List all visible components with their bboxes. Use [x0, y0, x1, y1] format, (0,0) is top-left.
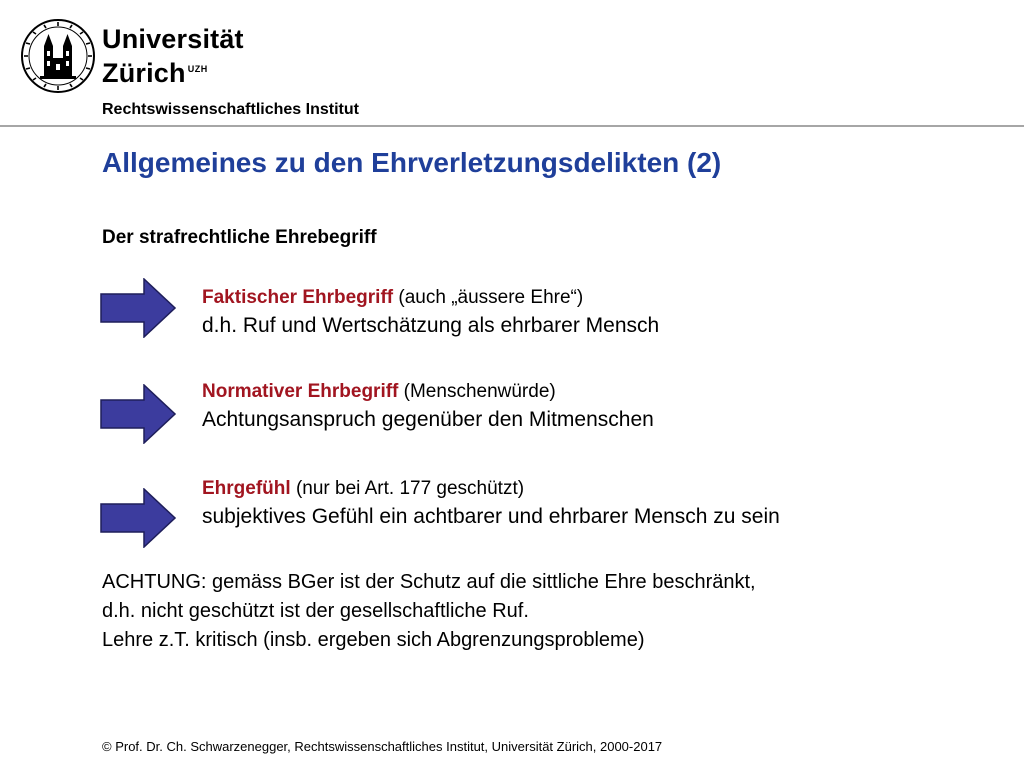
- concept-heading: [202, 379, 654, 405]
- concept-description: subjektives Gefühl ein achtbarer und ehrbarer Mensch zu sein: [202, 505, 780, 528]
- concept-qualifier: (nur bei Art. 177 geschützt): [290, 478, 525, 499]
- note-line: ACHTUNG: gemäss BGer ist der Schutz auf die sittliche Ehre beschränkt,: [102, 571, 756, 593]
- concept-term: Normativer Ehrbegriff: [202, 381, 399, 402]
- note-line: Lehre z.T. kritisch (insb. ergeben sich Abgrenzungsprobleme): [102, 629, 645, 651]
- concept-term: Ehrgefühl: [202, 478, 291, 499]
- concept-description: d.h. Ruf und Wertschätzung als ehrbarer Mensch: [202, 314, 660, 337]
- right-arrow-icon: [100, 488, 176, 548]
- concept-item-normativ: [202, 379, 654, 435]
- copyright-footer: © Prof. Dr. Ch. Schwarzenegger, Rechtswissenschaftliches Institut, Universität Zürich, 2000-2017: [102, 739, 663, 754]
- concept-qualifier: (auch „äussere Ehre“): [393, 287, 584, 308]
- concept-heading: [202, 285, 659, 311]
- concept-item-faktisch: [202, 285, 659, 341]
- right-arrow-icon: [100, 278, 176, 338]
- slide-subtitle: Der strafrechtliche Ehrebegriff: [102, 227, 377, 248]
- slide-title: Allgemeines zu den Ehrverletzungsdelikten (2): [102, 147, 722, 178]
- concept-heading: [202, 476, 780, 502]
- university-logo: [20, 18, 260, 98]
- concept-qualifier: (Menschenwürde): [398, 381, 556, 402]
- logo-zuerich-text: Zürich: [102, 58, 186, 88]
- concept-description: Achtungsanspruch gegenüber den Mitmenschen: [202, 408, 654, 431]
- concept-item-ehrgefuehl: [202, 476, 780, 532]
- logo-uzh-badge: UZH: [187, 64, 208, 74]
- attention-note: [102, 568, 756, 655]
- institute-name: Rechtswissenschaftliches Institut: [102, 101, 359, 118]
- university-seal-icon: [20, 18, 96, 94]
- logo-line-zuerich: [102, 54, 244, 88]
- logo-line-universitaet: Universität: [102, 24, 244, 54]
- header-divider: [0, 125, 1024, 127]
- right-arrow-icon: [100, 384, 176, 444]
- concept-term: Faktischer Ehrbegriff: [202, 287, 394, 308]
- logo-wordmark: [102, 24, 244, 88]
- note-line: d.h. nicht geschützt ist der gesellschaftliche Ruf.: [102, 600, 529, 622]
